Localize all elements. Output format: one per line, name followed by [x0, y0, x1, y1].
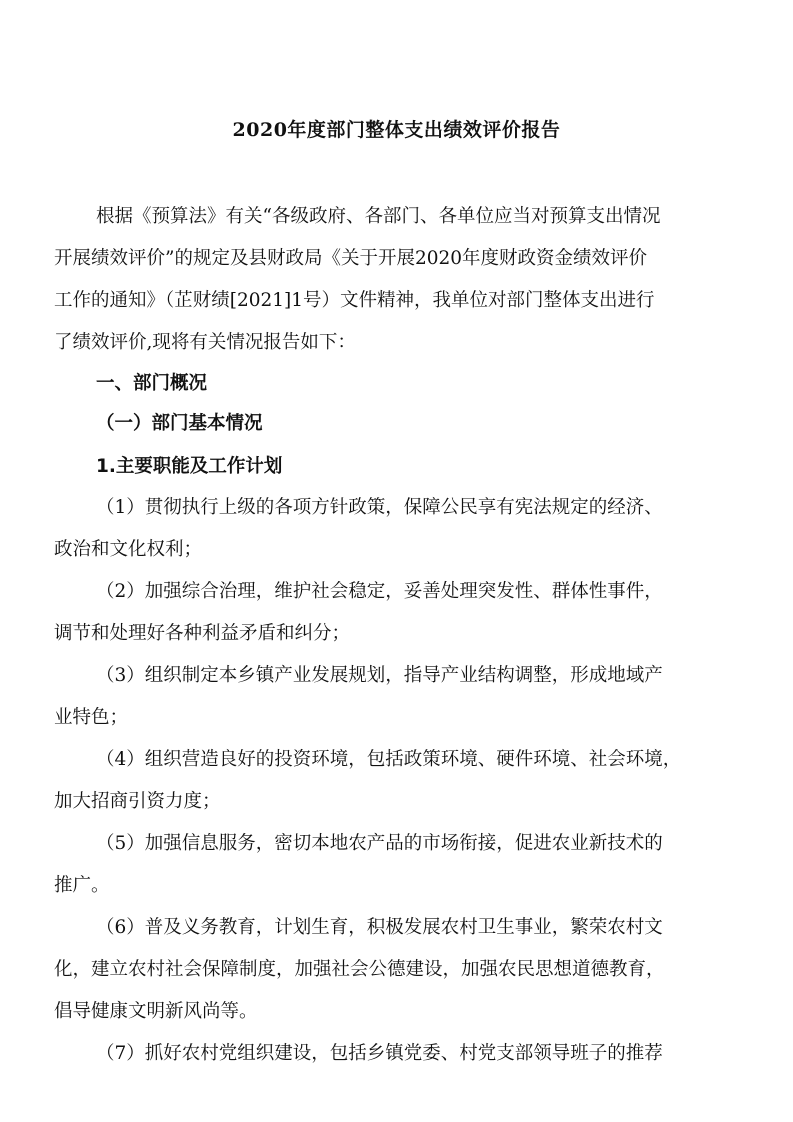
list-item-line: （6）普及义务教育，计划生育，积极发展农村卫生事业，繁荣农村文 — [96, 917, 663, 938]
section-heading: 一、部门概况 — [96, 373, 208, 394]
list-item-line: 政治和文化权利； — [54, 539, 203, 560]
list-item-line: 业特色； — [54, 707, 129, 728]
list-item-line: 调节和处理好各种利益矛盾和纠分； — [54, 623, 351, 644]
list-item-line: （3）组织制定本乡镇产业发展规划，指导产业结构调整，形成地域产 — [96, 665, 663, 686]
list-item-line: （5）加强信息服务，密切本地农产品的市场衔接，促进农业新技术的 — [96, 833, 663, 854]
document-title: 2020年度部门整体支出绩效评价报告 — [232, 119, 561, 141]
paragraph-line: 根据《预算法》有关“各级政府、各部门、各单位应当对预算支出情况 — [96, 206, 661, 227]
list-item-line: （4）组织营造良好的投资环境，包括政策环境、硬件环境、社会环境， — [96, 749, 682, 770]
list-item-line: （1）贯彻执行上级的各项方针政策，保障公民享有宪法规定的经济、 — [96, 497, 663, 518]
list-item-line: （2）加强综合治理，维护社会稳定，妥善处理突发性、群体性事件， — [96, 581, 663, 602]
paragraph-line: 工作的通知》（芷财绩[2021]1号）文件精神，我单位对部门整体支出进行 — [54, 290, 655, 311]
list-item-line: 化，建立农村社会保障制度，加强社会公德建设，加强农民思想道德教育， — [54, 959, 665, 980]
paragraph-line: 了绩效评价,现将有关情况报告如下： — [54, 332, 356, 353]
list-item-line: 倡导健康文明新风尚等。 — [54, 1001, 258, 1022]
list-item-line: 推广。 — [54, 875, 110, 896]
list-item-line: 加大招商引资力度； — [54, 791, 221, 812]
subsection-heading: （一）部门基本情况 — [96, 413, 263, 434]
paragraph-line: 开展绩效评价”的规定及县财政局《关于开展2020年度财政资金绩效评价 — [54, 248, 648, 269]
item-heading: 1.主要职能及工作计划 — [96, 456, 283, 477]
list-item-line: （7）抓好农村党组织建设，包括乡镇党委、村党支部领导班子的推荐 — [96, 1043, 663, 1064]
